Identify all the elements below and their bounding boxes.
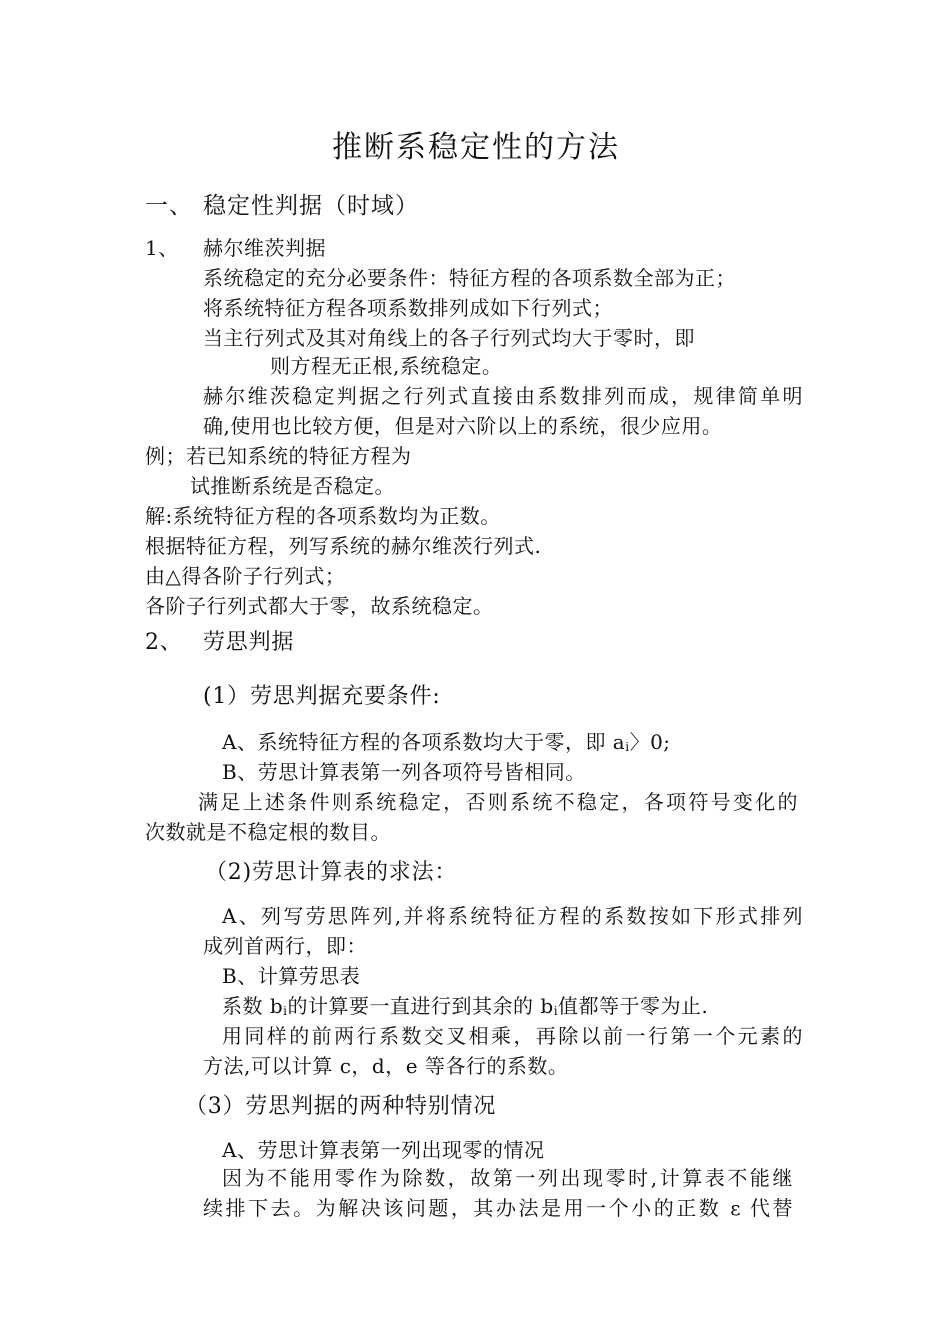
section-heading-stability-criteria [145, 190, 419, 222]
solution-line-3: 由△得各阶子行列式； [145, 564, 346, 588]
hurwitz-condition-line: 系统稳定的充分必要条件：特征方程的各项系数全部为正； [203, 266, 736, 290]
solution-line-2: 根据特征方程，列写系统的赫尔维茨行列式. [145, 534, 542, 558]
hurwitz-determinant-line: 将系统特征方程各项系数排列成如下行列式； [203, 296, 613, 320]
routh-stability-paragraph-line-1: 满足上述条件则系统稳定，否则系统不稳定，各项符号变化的 [198, 790, 798, 814]
routh-stability-paragraph-line-2: 次数就是不稳定根的数目。 [145, 820, 391, 844]
routh-array-line-2: 成列首两行，即： [203, 934, 367, 958]
subsection-heading-routh [145, 628, 294, 658]
hurwitz-subdeterminant-line: 当主行列式及其对角线上的各子行列式均大于零时，即 [203, 326, 695, 350]
example-statement: 例；若已知系统的特征方程为 [145, 444, 412, 468]
routh-array-line-1: A、列写劳思阵列,并将系统特征方程的系数按如下形式排列 [222, 904, 803, 928]
subsection-title: 劳思判据 [203, 630, 295, 655]
routh-zero-case-line-2: 续排下去。为解决该问题，其办法是用一个小的正数 ε 代替 [203, 1196, 793, 1220]
subsection-heading-hurwitz [145, 234, 326, 262]
routh-special-cases-heading: （3）劳思判据的两种特别情况 [185, 1094, 497, 1119]
subsection-number: 2、 [145, 630, 183, 655]
subsection-number: 1、 [145, 236, 179, 260]
coef-text-3: 值都等于零为止. [558, 994, 709, 1018]
hurwitz-remark-line-2: 确,使用也比较方便，但是对六阶以上的系统，很少应用。 [203, 414, 723, 438]
routh-conditions-heading: (1）劳思判据充要条件: [203, 684, 441, 709]
routh-condition-b: B、劳思计算表第一列各项符号皆相同。 [222, 760, 586, 784]
routh-zero-case-line-1: 因为不能用零作为除数，故第一列出现零时,计算表不能继 [222, 1166, 793, 1190]
section-title: 稳定性判据（时域） [203, 193, 419, 219]
routh-cross-multiply-line-1: 用同样的前两行系数交叉相乘，再除以前一行第一个元素的 [222, 1024, 803, 1048]
coef-text-1: 系数 b [222, 994, 284, 1018]
hurwitz-remark-line-1: 赫尔维茨稳定判据之行列式直接由系数排列而成，规律简单明 [203, 384, 803, 408]
routh-table-method-heading: （2)劳思计算表的求法： [205, 860, 458, 885]
routh-coefficient-b-line [222, 992, 708, 1025]
example-question: 试推断系统是否稳定。 [190, 474, 395, 498]
condition-a-text: A、系统特征方程的各项系数均大于零，即 a [222, 730, 626, 754]
hurwitz-conclusion-line: 则方程无正根,系统稳定。 [270, 354, 503, 378]
subscript-i: i [553, 1004, 559, 1018]
subscript-i: i [283, 1004, 288, 1018]
solution-line-4: 各阶子行列式都大于零，故系统稳定。 [145, 594, 494, 618]
condition-a-tail: 〉0; [629, 730, 671, 754]
subscript-i: i [625, 740, 630, 754]
routh-zero-first-column-case: A、劳思计算表第一列出现零的情况 [222, 1138, 545, 1162]
routh-compute-table: B、计算劳思表 [222, 964, 361, 988]
routh-cross-multiply-line-2: 方法,可以计算 c，d，e 等各行的系数。 [203, 1054, 569, 1078]
section-number: 一、 [145, 193, 193, 219]
routh-condition-a [222, 728, 671, 761]
solution-line-1: 解:系统特征方程的各项系数均为正数。 [145, 504, 501, 528]
subsection-title: 赫尔维茨判据 [203, 236, 326, 260]
page-title: 推断系稳定性的方法 [332, 130, 620, 165]
coef-text-2: 的计算要一直进行到其余的 b [287, 994, 554, 1018]
